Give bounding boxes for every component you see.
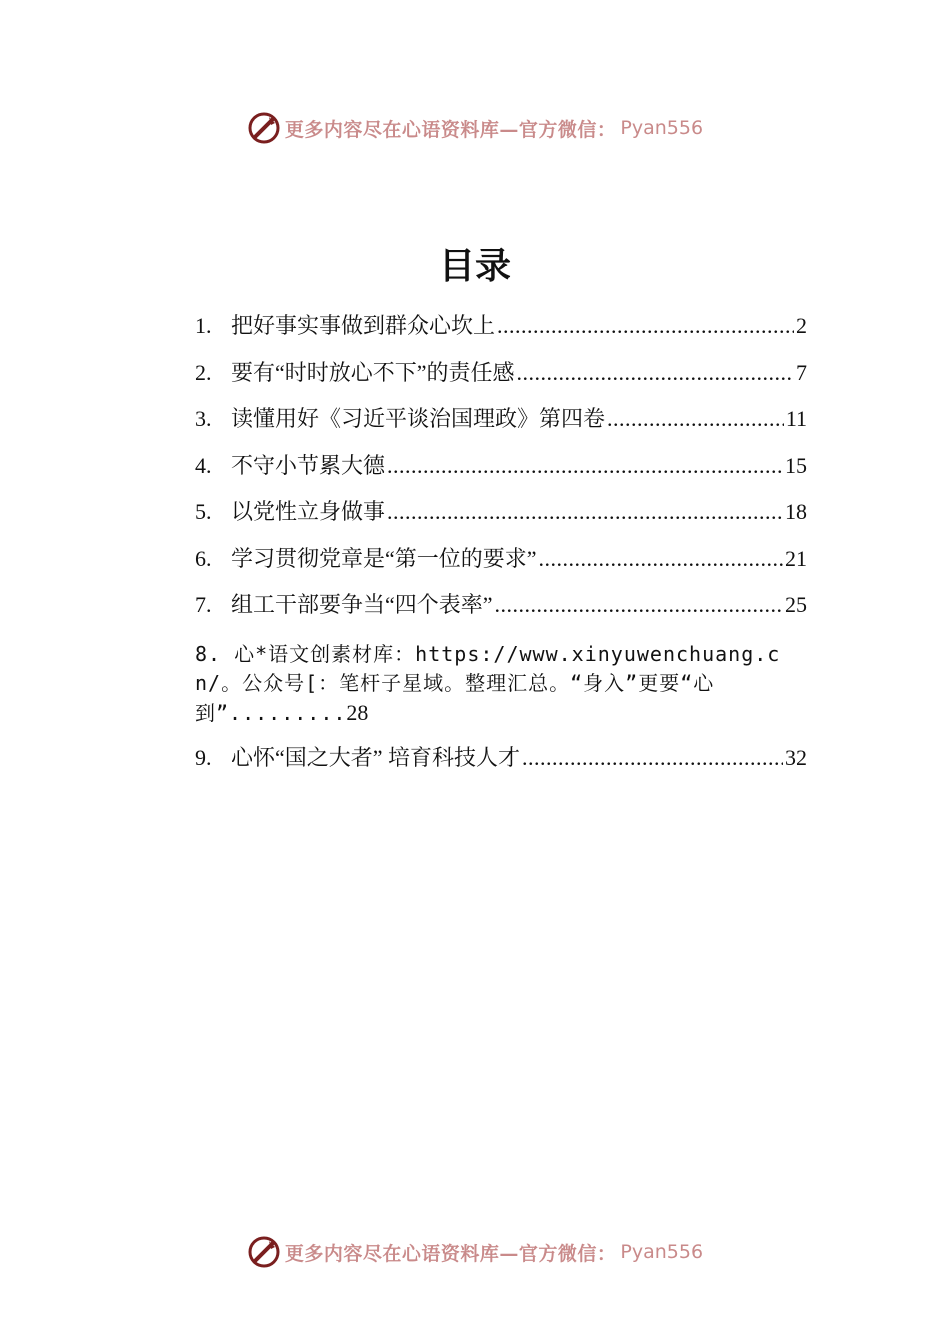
toc-entry-title: 组工干部要争当“四个表率”: [231, 592, 493, 617]
toc-leader-dots: [387, 494, 783, 530]
toc-entry-number: 6.: [195, 545, 212, 571]
toc-entry-title: 读懂用好《习近平谈治国理政》第四卷: [231, 406, 606, 431]
footer-watermark: [0, 1232, 950, 1272]
toc-leader-dots: [522, 740, 783, 776]
toc-entry[interactable]: [195, 740, 807, 787]
toc-title: 目录: [438, 245, 511, 287]
pen-logo-icon: [247, 111, 281, 145]
header-watermark: [0, 108, 950, 148]
toc-entry-page: 15: [785, 452, 807, 478]
toc-entry[interactable]: [195, 587, 807, 634]
toc-entry[interactable]: [195, 634, 807, 740]
toc-entry-title: 要有“时时放心不下”的责任感: [231, 359, 515, 385]
toc-leader-dots: [607, 401, 784, 437]
toc-entry-page: 25: [785, 592, 807, 617]
toc-entry[interactable]: [195, 541, 807, 588]
watermark-wechat-id: Pyan556: [620, 1241, 704, 1263]
toc-entry-number: 2.: [195, 359, 212, 385]
toc-entry[interactable]: [195, 448, 807, 495]
watermark-text: 更多内容尽在心语资料库—官方微信：: [284, 1242, 617, 1265]
toc-entry-page: 11: [785, 406, 807, 431]
toc-entry-page: 7: [796, 359, 807, 385]
toc-entry[interactable]: [195, 355, 807, 402]
toc-entry-title: 学习贯彻党章是“第一位的要求”: [231, 545, 537, 571]
toc-entry-page: 21: [785, 545, 807, 571]
toc-entry-title: 心怀“国之大者” 培育科技人才: [231, 744, 521, 770]
toc-entry[interactable]: [195, 401, 807, 448]
toc-entry[interactable]: [195, 494, 807, 541]
toc-leader-dots: [517, 355, 794, 391]
toc-entry-number: 1.: [195, 313, 212, 338]
watermark-text: 更多内容尽在心语资料库—官方微信：: [284, 118, 617, 141]
toc-entry[interactable]: [195, 308, 807, 355]
toc-leader-dots: [387, 448, 783, 484]
pen-logo-icon: [247, 1235, 281, 1269]
toc-entry-title: 把好事实事做到群众心坎上: [231, 313, 496, 338]
toc-entry-title: 不守小节累大德: [231, 452, 386, 478]
toc-entry-title: 以党性立身做事: [231, 499, 386, 524]
toc-entry-number: 5.: [195, 499, 212, 524]
toc-entry-page: 2: [796, 313, 807, 338]
toc-entry-number: 3.: [195, 406, 212, 431]
toc-entry-number: 7.: [195, 592, 212, 617]
watermark-wechat-id: Pyan556: [620, 117, 704, 139]
toc-entry-title: 心*语文创素材库：https://www.xinyuwenchuang.cn/。公众号[：笔杆子星域。整理汇总。“身入”更要“心到”.........: [195, 641, 781, 725]
toc-entry-number: 8.: [195, 641, 222, 666]
toc-entry-number: 4.: [195, 452, 212, 478]
toc-entry-page: 18: [785, 499, 807, 524]
toc-list: [195, 308, 807, 786]
toc-entry-page: 32: [785, 744, 807, 770]
toc-leader-dots: [539, 541, 783, 577]
toc-entry-number: 9.: [195, 744, 212, 770]
toc-leader-dots: [495, 587, 783, 623]
toc-leader-dots: [497, 308, 794, 344]
toc-entry-page: 28: [346, 699, 369, 725]
